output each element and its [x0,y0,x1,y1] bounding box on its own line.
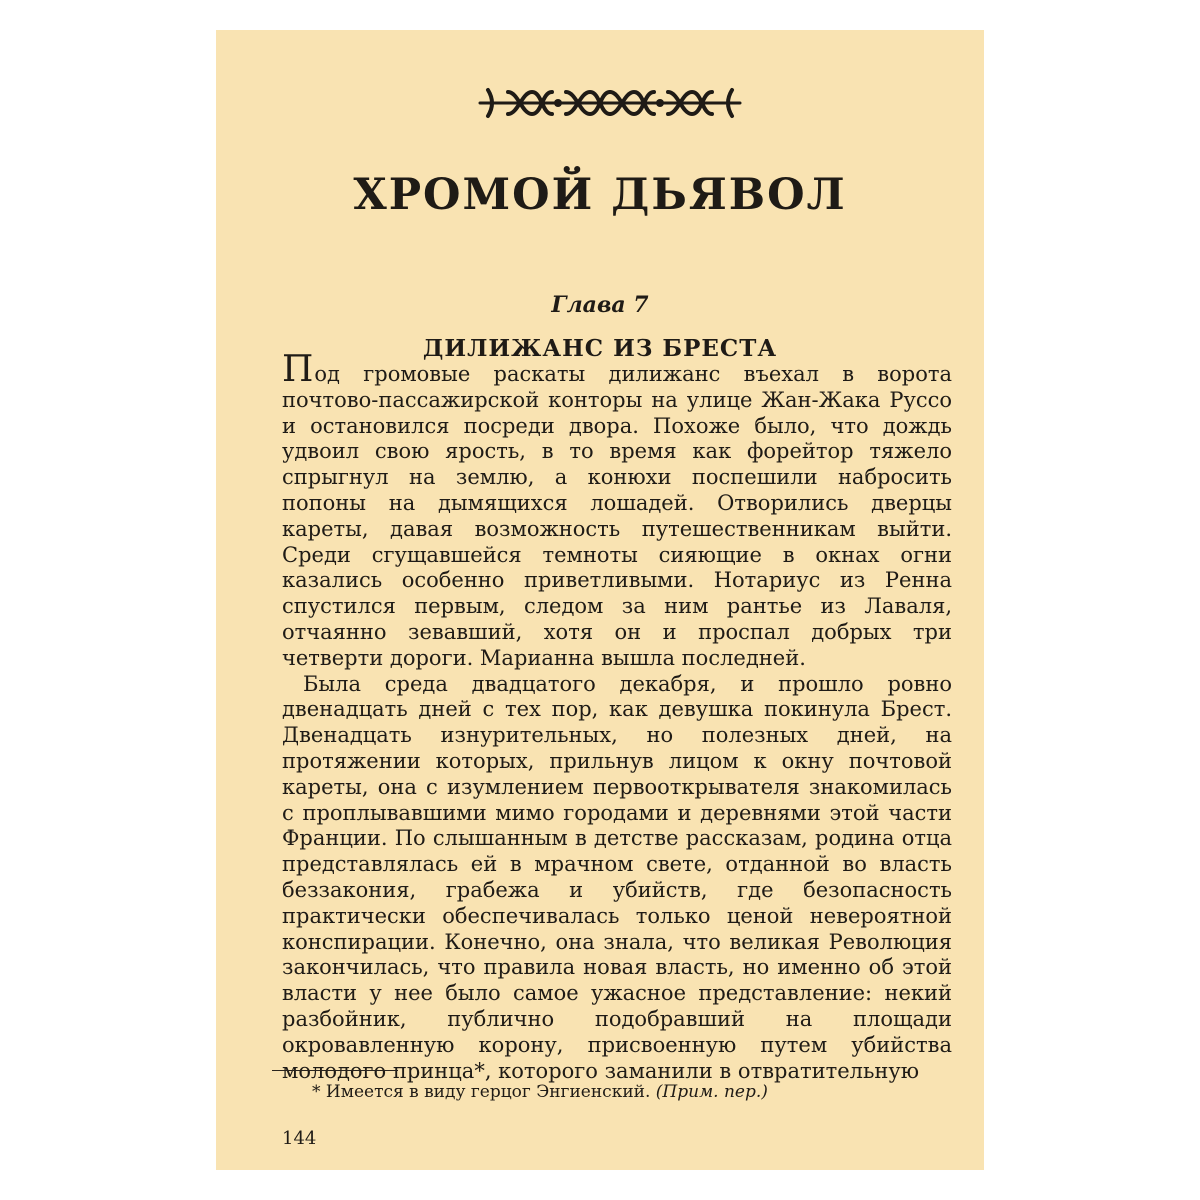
paragraph-2 [282,672,952,1085]
decorative-scroll-ornament-icon [474,82,746,124]
footnote-reference-mark[interactable]: * [474,1058,485,1083]
page-number: 144 [282,1128,317,1149]
paragraph-2-text: Была среда двадцатого декабря, и прошло ровно двенадцать дней с тех пор, как девушка покинула Брест. Двенадцать изнурительных, но полезных дней, на протяжении которых, прильнув лицом к окну почтовой кареты, она с изумлением первооткрывателя знакомилась с проплывавшими мимо городами и деревнями этой части Франции. По слышанным в детстве рассказам, родина отца представлялась ей в мрачном свете, отданной во власть беззакония, грабежа и убийств, где безопасность практически обеспечивалась только ценой невероятной конспирации. Конечно, она знала, что великая Революция закончилась, что правила новая власть, но именно об этой власти у нее было самое ужасное представление: некий разбойник, публично подобравший на площади окровавленную корону, присвоенную путем убийства молодого принца [282,671,952,1083]
book-page [216,30,984,1170]
footnote-mark: * [312,1082,321,1102]
chapter-title: ДИЛИЖАНС ИЗ БРЕСТА [422,335,778,362]
footnote [312,1082,952,1102]
drop-cap: П [282,349,315,390]
footnote-text: Имеется в виду герцог Энгиенский. [325,1082,651,1102]
footnote-divider [272,1070,398,1071]
chapter-body [282,349,952,1084]
paragraph-2-tail: , которого заманили в отвратительную [484,1058,920,1083]
paragraph-1 [282,349,952,672]
book-title: ХРОМОЙ ДЬЯВОЛ [353,170,847,220]
chapter-number: Глава 7 [551,292,649,318]
paragraph-1-text: од громовые раскаты дилижанс въехал в ворота почтово-пассажирской конторы на улице Жан-Жака Руссо и остановился посреди двора. Похоже было, что дождь удвоил свою ярость, в то время как форейтор тяжело спрыгнул на землю, а конюхи поспешили набросить попоны на дымящихся лошадей. Отворились дверцы кареты, давая возможность путешественникам выйти. Среди сгущавшейся темноты сияющие в окнах огни казались особенно приветливыми. Нотариус из Ренна спустился первым, следом за ним рантье из Лаваля, отчаянно зевавший, хотя он и проспал добрых три четверти дороги. Марианна вышла последней. [282,362,952,670]
translator-note: (Прим. пер.) [655,1082,768,1102]
